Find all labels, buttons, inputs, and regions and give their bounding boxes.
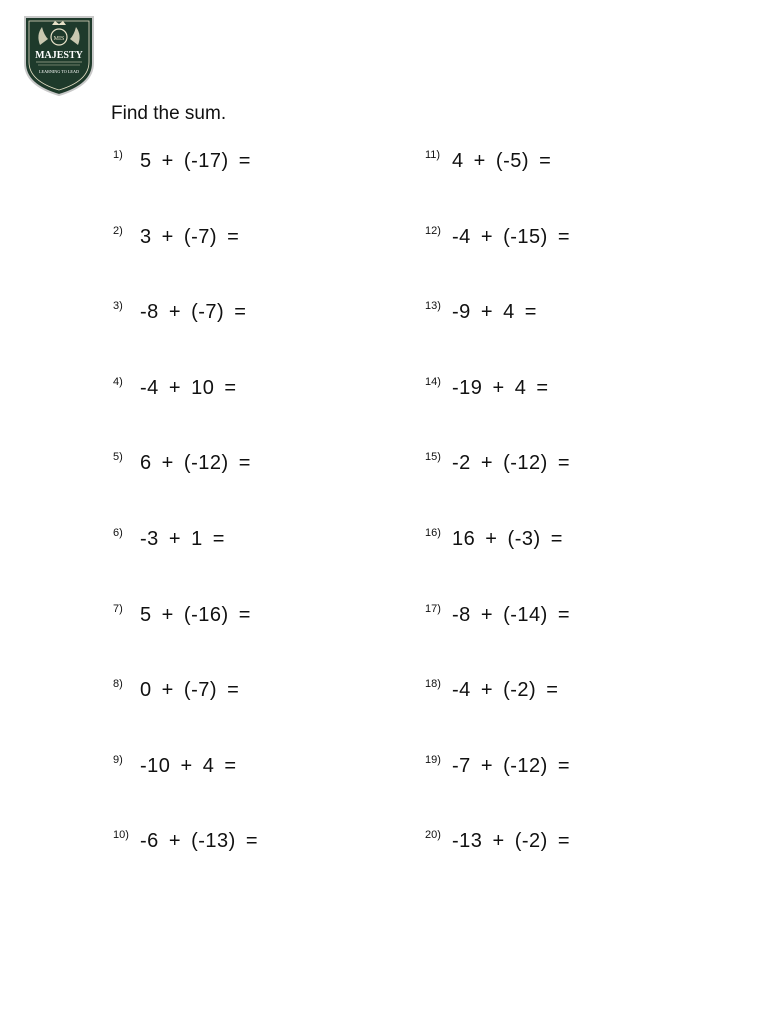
problem-number: 14)	[425, 375, 441, 388]
problem-number: 9)	[113, 753, 123, 766]
problem-number: 11)	[425, 149, 441, 161]
problem-number: 5)	[113, 451, 123, 464]
logo-tagline: LEARNING TO LEAD	[38, 69, 80, 74]
problem-expression: 3 + (-7) =	[140, 225, 240, 248]
problem-number: 17)	[425, 602, 441, 615]
logo-monogram: MIS	[53, 36, 65, 42]
problem-number: 7)	[113, 602, 123, 615]
problem-expression: -4 + (-2) =	[452, 679, 559, 702]
problem-expression: -9 + 4 =	[452, 301, 537, 324]
problem-expression: -2 + (-12) =	[452, 452, 571, 475]
problem-expression: 0 + (-7) =	[140, 679, 240, 702]
problem-expression: 4 + (-5) =	[452, 150, 552, 172]
logo-name: MAJESTY	[35, 50, 83, 61]
problem-number: 20)	[425, 829, 441, 842]
problem-expression: -8 + (-7) =	[140, 301, 247, 324]
problem-number: 16)	[425, 527, 441, 539]
problem-number: 8)	[113, 678, 123, 691]
problem-number: 3)	[113, 300, 123, 313]
problem-expression: 16 + (-3) =	[452, 528, 563, 550]
problem-number: 15)	[425, 451, 441, 464]
problem-number: 4)	[113, 375, 123, 388]
problem-number: 2)	[113, 224, 123, 237]
school-logo	[22, 13, 96, 97]
problem-expression: -10 + 4 =	[140, 754, 237, 777]
problem-expression: -19 + 4 =	[452, 376, 549, 399]
problem-expression: -3 + 1 =	[140, 528, 225, 550]
problem-expression: -4 + (-15) =	[452, 225, 571, 248]
problem-expression: 5 + (-16) =	[140, 603, 251, 626]
problem-number: 10)	[113, 829, 129, 842]
problem-number: 12)	[425, 224, 441, 237]
problem-expression: -4 + 10 =	[140, 376, 237, 399]
shield-crest-icon	[22, 13, 96, 97]
problem-expression: -6 + (-13) =	[140, 830, 259, 853]
problem-expression: -13 + (-2) =	[452, 830, 571, 853]
problem-expression: 5 + (-17) =	[140, 150, 251, 172]
problem-number: 13)	[425, 300, 441, 313]
problem-expression: 6 + (-12) =	[140, 452, 251, 475]
problem-number: 19)	[425, 753, 441, 766]
problem-number: 1)	[113, 149, 123, 161]
problem-expression: -7 + (-12) =	[452, 754, 571, 777]
instructions-heading: Find the sum.	[111, 103, 227, 124]
problem-number: 18)	[425, 678, 441, 691]
problem-expression: -8 + (-14) =	[452, 603, 571, 626]
problem-number: 6)	[113, 527, 123, 539]
